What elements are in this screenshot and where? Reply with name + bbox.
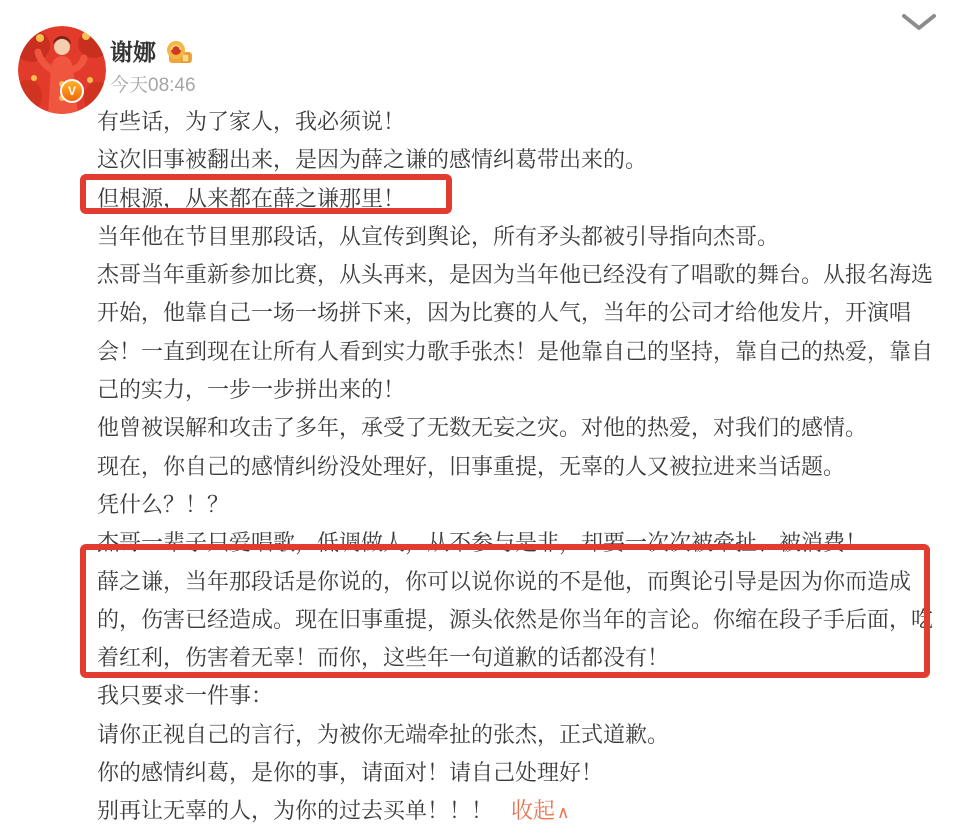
chevron-down-icon[interactable]: [900, 12, 938, 39]
timestamp: 今天08:46: [110, 75, 196, 96]
post-text-line: [97, 792, 945, 830]
post-text-line: 己的实力，一步一步拼出来的！: [97, 377, 406, 403]
post-text-line: 你的感情纠葛，是你的事，请面对！请自己处理好！: [97, 760, 604, 786]
post-text-line: 现在，你自己的感情纠纷没处理好，旧事重提，无辜的人又被拉进来当话题。: [97, 453, 846, 479]
post-text-line: 的，伤害已经造成。现在旧事重提，源头依然是你当年的言论。你缩在段子手后面，吃: [97, 606, 934, 632]
collapse-post-label: 收起: [511, 798, 556, 824]
avatar[interactable]: [18, 26, 106, 114]
gold-membership-badge-icon: [165, 38, 195, 66]
post-text-line: 有些话，为了家人，我必须说！: [97, 109, 406, 134]
post-text-line: 会！一直到现在让所有人看到实力歌手张杰！是他靠自己的坚持，靠自己的热爱，靠自: [97, 338, 934, 364]
post-text-line: 杰哥一辈子只爱唱歌，低调做人，从不参与是非，却要一次次被牵扯、被消费！: [97, 530, 868, 556]
post-text-line: 凭什么？！？: [97, 491, 230, 517]
post-body: [97, 103, 945, 831]
username[interactable]: 谢娜: [110, 38, 156, 65]
post-text-line: 薛之谦，当年那段话是你说的，你可以说你说的不是他，而舆论引导是因为你而造成: [97, 568, 912, 594]
verified-v-badge-icon: V: [60, 79, 84, 103]
post-text-line: 着红利，伤害着无辜！而你，这些年一句道歉的话都没有！: [97, 645, 670, 671]
post-text-line: 我只要求一件事：: [97, 683, 274, 709]
post-text-line: 别再让无辜的人，为你的过去买单！！！: [97, 798, 494, 824]
post-text-line: 当年他在节目里那段话，从宣传到舆论，所有矛头都被引导指向杰哥。: [97, 223, 780, 249]
post-text-line: 开始，他靠自己一场一场拼下来，因为比赛的人气，当年的公司才给他发片，开演唱: [97, 300, 912, 326]
post-text-line: 杰哥当年重新参加比赛，从头再来，是因为当年他已经没有了唱歌的舞台。从报名海选: [97, 262, 934, 288]
user-header: [110, 38, 195, 66]
post-text-line: 他曾被误解和攻击了多年，承受了无数无妄之灾。对他的热爱，对我们的感情。: [97, 415, 868, 441]
post-text-line: 请你正视自己的言行，为被你无端牵扯的张杰，正式道歉。: [97, 721, 670, 747]
caret-up-icon: ∧: [557, 803, 570, 823]
collapse-post-link[interactable]: [511, 798, 569, 823]
post-text-line: 这次旧事被翻出来，是因为薛之谦的感情纠葛带出来的。: [97, 147, 648, 173]
avatar-image: [18, 26, 106, 114]
post-text-line: 但根源，从来都在薛之谦那里！: [97, 185, 406, 211]
